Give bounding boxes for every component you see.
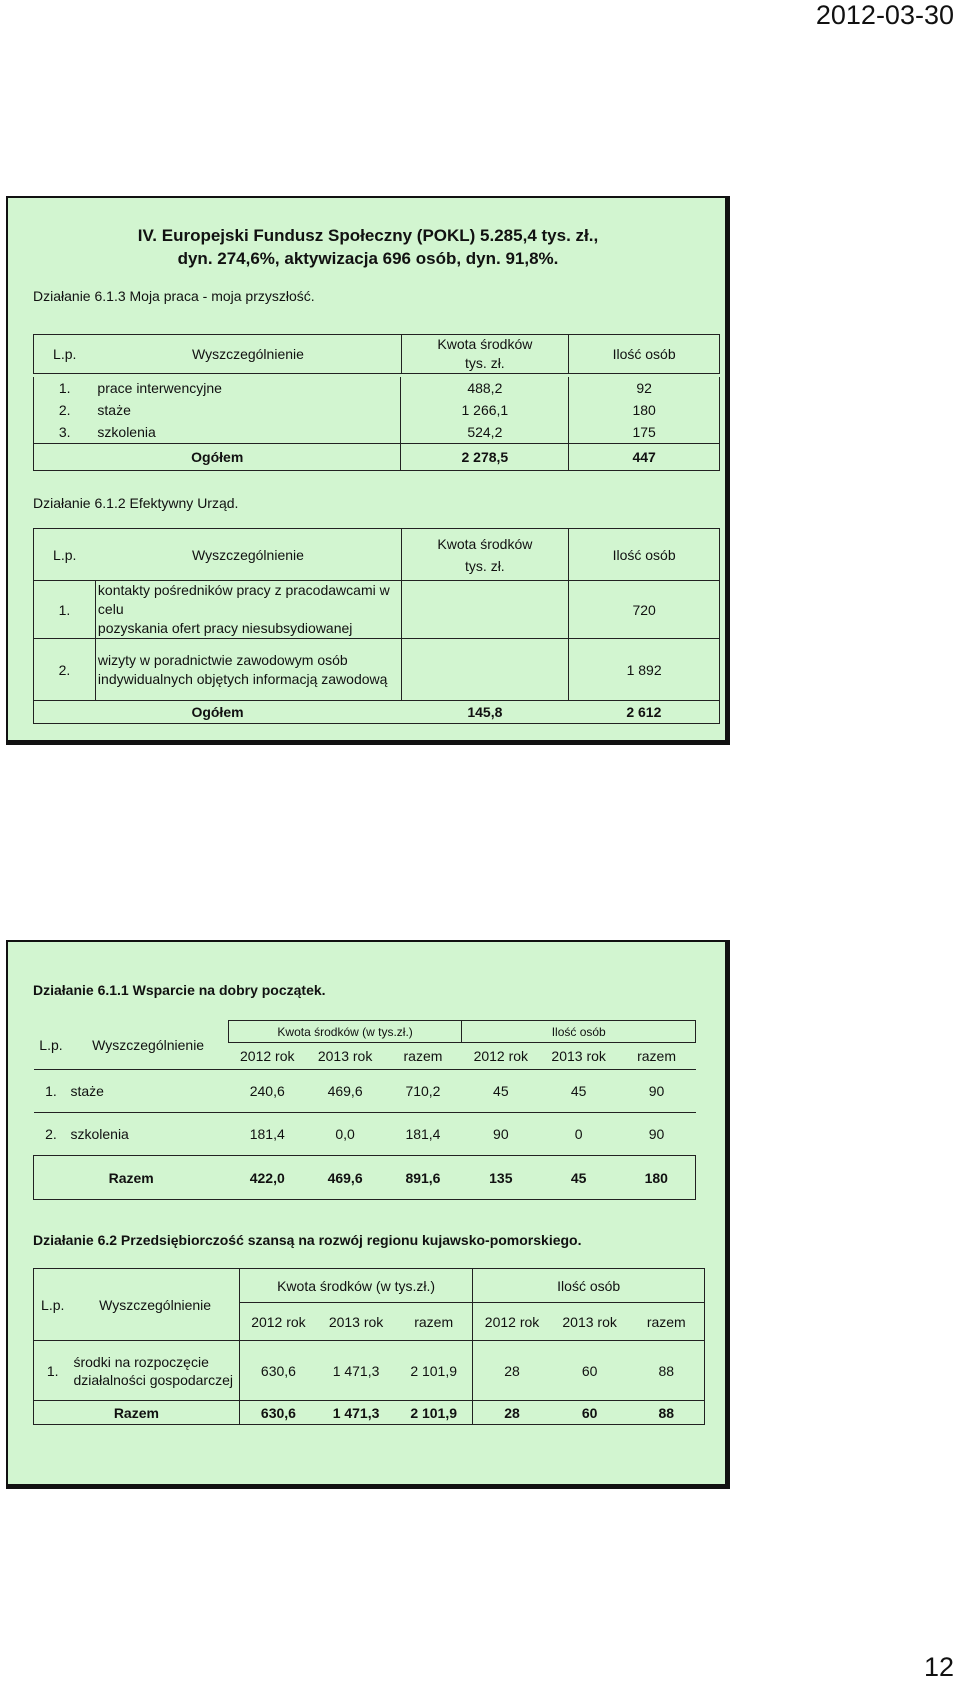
slide-2 bbox=[6, 940, 730, 1489]
table-3: L.p. Wyszczególnienie Kwota środków (w tys.zł.) Ilość osób 2012 rok 2013 rok razem 2012 rok 2013 rok razem 1. staże 240,6 469,6 710,2 45 45 90 2. szkolenia 181,4 0,0 181,4 90 0 90 Razem 422,0 469,6 891,6 135 45 180 bbox=[33, 1020, 696, 1200]
table-row: 3. szkolenia 524,2 175 bbox=[34, 421, 720, 443]
table-row: 2. staże 1 266,1 180 bbox=[34, 399, 720, 421]
col-name: Wyszczególnienie bbox=[92, 1036, 205, 1053]
table-row: 2. wizyty w poradnictwie zawodowym osób indywidualnych objętych informacją zawodową 1 892 bbox=[34, 639, 720, 701]
page-number: 12 bbox=[923, 1652, 954, 1682]
table-row: 1. kontakty pośredników pracy z pracodawcami w celu pozyskania ofert pracy niesubsydiowanej 720 bbox=[34, 581, 720, 639]
slide-1-title-line-1: IV. Europejski Fundusz Społeczny (POKL) 5.285,4 tys. zł., bbox=[137, 226, 599, 245]
table-1-body bbox=[33, 377, 720, 471]
col-ilosc: Ilość osób bbox=[612, 346, 676, 362]
col-kwota: Kwota środków tys. zł. bbox=[401, 529, 569, 581]
header-date: 2012-03-30 bbox=[815, 0, 954, 30]
group-ilosc: Ilość osób bbox=[473, 1269, 705, 1303]
group-kwota: Kwota środków (w tys.zł.) bbox=[228, 1021, 462, 1043]
table-4: L.p. Wyszczególnienie Kwota środków (w tys.zł.) Ilość osób 2012 rok 2013 rok razem 2012 rok 2013 rok razem 1. środki na rozpoczęcie działalności gospodarczej 630,6 1 471,3 2 101,9 28 60 88 Razem 630,6 1 471,3 2 101,9 28 60 88 bbox=[33, 1268, 705, 1425]
table-total-row: Razem 630,6 1 471,3 2 101,9 28 60 88 bbox=[34, 1401, 705, 1425]
slide-1 bbox=[6, 196, 730, 745]
table-total-row: Ogółem 2 278,5 447 bbox=[34, 443, 720, 470]
col-ilosc: Ilość osób bbox=[612, 546, 676, 563]
table-total-row: Ogółem 145,8 2 612 bbox=[34, 701, 720, 724]
col-lp: L.p. bbox=[39, 1036, 63, 1053]
col-name: Wyszczególnienie bbox=[191, 546, 304, 563]
col-lp: L.p. bbox=[53, 346, 77, 362]
col-kwota: Kwota środków tys. zł. bbox=[401, 335, 569, 374]
table-total-row: Razem 422,0 469,6 891,6 135 45 180 bbox=[34, 1156, 696, 1200]
table-row: 2. szkolenia 181,4 0,0 181,4 90 0 90 bbox=[34, 1113, 696, 1156]
table-2-heading: Działanie 6.1.2 Efektywny Urząd. bbox=[33, 495, 239, 511]
table-row: 1. środki na rozpoczęcie działalności gospodarczej 630,6 1 471,3 2 101,9 28 60 88 bbox=[34, 1341, 705, 1401]
slide-1-title-line-2: dyn. 274,6%, aktywizacja 696 osób, dyn. 91,8%. bbox=[177, 249, 559, 268]
group-ilosc: Ilość osób bbox=[462, 1021, 696, 1043]
table-row: 1. prace interwencyjne 488,2 92 bbox=[34, 377, 720, 399]
col-lp: L.p. bbox=[53, 546, 77, 563]
table-1-heading: Działanie 6.1.3 Moja praca - moja przyszłość. bbox=[33, 288, 315, 304]
table-2 bbox=[33, 528, 720, 724]
col-name: Wyszczególnienie bbox=[71, 1269, 239, 1341]
table-4-heading: Działanie 6.2 Przedsiębiorczość szansą na rozwój regionu kujawsko-pomorskiego. bbox=[33, 1232, 582, 1248]
col-lp: L.p. bbox=[41, 1296, 65, 1313]
col-name: Wyszczególnienie bbox=[191, 346, 304, 362]
group-kwota: Kwota środków (w tys.zł.) bbox=[239, 1269, 473, 1303]
table-row: 1. staże 240,6 469,6 710,2 45 45 90 bbox=[34, 1070, 696, 1113]
table-1 bbox=[33, 334, 720, 374]
table-3-heading: Działanie 6.1.1 Wsparcie na dobry początek. bbox=[33, 982, 326, 998]
